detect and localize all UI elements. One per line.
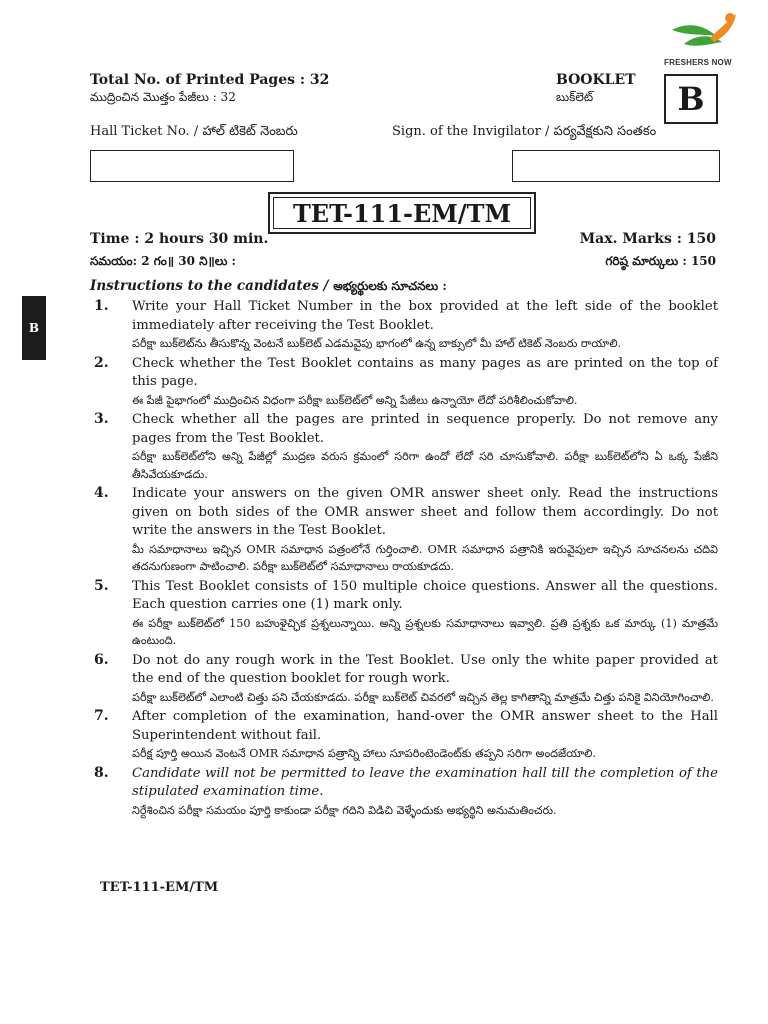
booklet-telugu: బుక్‌లెట్ xyxy=(556,90,594,104)
instruction-english: Do not do any rough work in the Test Booklet. Use only the white paper provided at the end of the question booklet for rough work. xyxy=(132,652,718,686)
instruction-number: 2. xyxy=(94,354,109,371)
footer-paper-code: TET-111-EM/TM xyxy=(100,880,219,895)
instructions-heading-en: Instructions to the candidates / xyxy=(90,278,329,294)
instructions-list xyxy=(90,298,718,821)
instruction-item xyxy=(90,355,718,410)
instruction-english: Candidate will not be permitted to leave the examination hall till the completion of the stipulated examination time. xyxy=(132,765,718,799)
instruction-item xyxy=(90,298,718,353)
instruction-telugu: పరీక్షా బుక్‌లెట్‌లో ఎలాంటి చిత్తు పని చేయకూడదు. పరీక్షా బుక్‌లెట్ చివరలో ఇచ్చిన తెల్ల కాగితాన్ని మాత్రమే చిత్తు పనికై వినియోగించాలి. xyxy=(132,690,714,704)
instruction-english: This Test Booklet consists of 150 multiple choice questions. Answer all the questions. Each question carries one (1) mark only. xyxy=(132,578,718,612)
instruction-item xyxy=(90,652,718,707)
paper-code-title: TET-111-EM/TM xyxy=(268,192,536,234)
instruction-telugu: ఈ పేజీ పైభాగంలో ముద్రించిన విధంగా పరీక్షా బుక్‌లెట్‌లో అన్ని పేజీలు ఉన్నాయో లేదో పరిశీలించుకోవాలి. xyxy=(132,393,578,407)
max-marks-label: Max. Marks : 150 xyxy=(579,231,716,247)
total-pages-label: Total No. of Printed Pages : 32 xyxy=(90,72,330,88)
time-label: Time : 2 hours 30 min. xyxy=(90,231,269,247)
instruction-number: 8. xyxy=(94,764,109,781)
invigilator-sign-label: Sign. of the Invigilator / పర్యవేక్షకుని సంతకం xyxy=(392,124,657,139)
hall-ticket-box[interactable] xyxy=(90,150,294,182)
instruction-telugu: పరీక్ష పూర్తి అయిన వెంటనే OMR సమాధాన పత్రాన్ని హాలు సూపరింటెండెంట్‌కు తప్పని సరిగా అందజేయాలి. xyxy=(132,747,596,760)
instruction-item xyxy=(90,485,718,576)
hall-ticket-label: Hall Ticket No. / హాల్ టికెట్ నెంబరు xyxy=(90,124,298,139)
instruction-number: 1. xyxy=(94,298,109,314)
instruction-telugu: ఈ పరీక్షా బుక్‌లెట్‌లో 150 బహుళైచ్ఛిక ప్రశ్నలున్నాయి. అన్ని ప్రశ్నలకు సమాధానాలు ఇవ్వాలి. ప్రతి ప్రశ్నకు ఒక మార్కు (1) మాత్రమే ఉంటుంది. xyxy=(132,616,718,647)
instructions-heading xyxy=(90,278,447,296)
instruction-number: 7. xyxy=(94,708,109,724)
total-pages-block xyxy=(90,72,329,107)
instruction-english: After completion of the examination, hand-over the OMR answer sheet to the Hall Superintendent without fail. xyxy=(132,709,718,743)
max-marks-telugu: గరిష్ఠ మార్కులు : 150 xyxy=(605,254,716,268)
side-series-tab: B xyxy=(22,296,46,360)
time-telugu: సమయం: 2 గం॥ 30 ని॥లు : xyxy=(90,254,236,268)
total-pages-telugu: ముద్రించిన మొత్తం పేజీలు : 32 xyxy=(90,90,236,104)
instruction-telugu: మీ సమాధానాలు ఇచ్చిన OMR సమాధాన పత్రంలోనే గుర్తించాలి. OMR సమాధాన పత్రానికి ఇరువైపులా ఇచ్చిన సూచనలను చదివి తదనుగుణంగా పాటించాలి. పరీక్షా బుక్‌లెట్‌లో సమాధానాలు రాయకూడదు. xyxy=(132,542,718,573)
instruction-number: 3. xyxy=(94,411,109,427)
booklet-label: BOOKLET xyxy=(556,72,636,88)
instruction-telugu: పరీక్షా బుక్‌లెట్‌ను తీసుకొన్న వెంటనే బుక్‌లెట్ ఎడమవైపు భాగంలో ఉన్న బాక్సులో మీ హాల్ టికెట్ నెంబరు రాయాలి. xyxy=(132,337,622,350)
instruction-item xyxy=(90,765,718,820)
instruction-english: Check whether the Test Booklet contains as many pages as are printed on the top of this page. xyxy=(132,355,718,389)
instruction-item xyxy=(90,578,718,650)
logo-wordmark: FRESHERS NOW xyxy=(664,58,732,67)
booklet-label-block xyxy=(556,72,636,107)
instruction-number: 5. xyxy=(94,577,109,594)
instruction-english: Check whether all the pages are printed in sequence properly. Do not remove any pages from the Test Booklet. xyxy=(132,412,718,446)
instruction-item xyxy=(90,708,718,763)
instruction-telugu: నిర్దేశించిన పరీక్షా సమయం పూర్తి కాకుండా పరీక్షా గదిని విడిచి వెళ్ళేందుకు అభ్యర్థిని అనుమతించరు. xyxy=(132,803,557,817)
booklet-series-box: B xyxy=(664,74,718,124)
instruction-english: Write your Hall Ticket Number in the box provided at the left side of the booklet immediately after receiving the Test Booklet. xyxy=(132,299,718,333)
instruction-number: 6. xyxy=(94,651,109,668)
instruction-number: 4. xyxy=(94,485,109,501)
instruction-item xyxy=(90,411,718,483)
instruction-telugu: పరీక్షా బుక్‌లెట్‌లోని అన్ని పేజీల్లో ముద్రణ వరుస క్రమంలో సరిగా ఉందో లేదో సరి చూసుకోవాలి. పరీక్షా బుక్‌లెట్‌లోని ఏ ఒక్క పేజీని తీసివేయకూడదు. xyxy=(132,450,718,481)
invigilator-sign-box[interactable] xyxy=(512,150,720,182)
instructions-heading-te: అభ్యర్థులకు సూచనలు : xyxy=(333,279,447,293)
instruction-english: Indicate your answers on the given OMR answer sheet only. Read the instructions given on both sides of the OMR answer sheet and follow them accordingly. Do not write the answers in the Test Booklet. xyxy=(132,486,718,538)
